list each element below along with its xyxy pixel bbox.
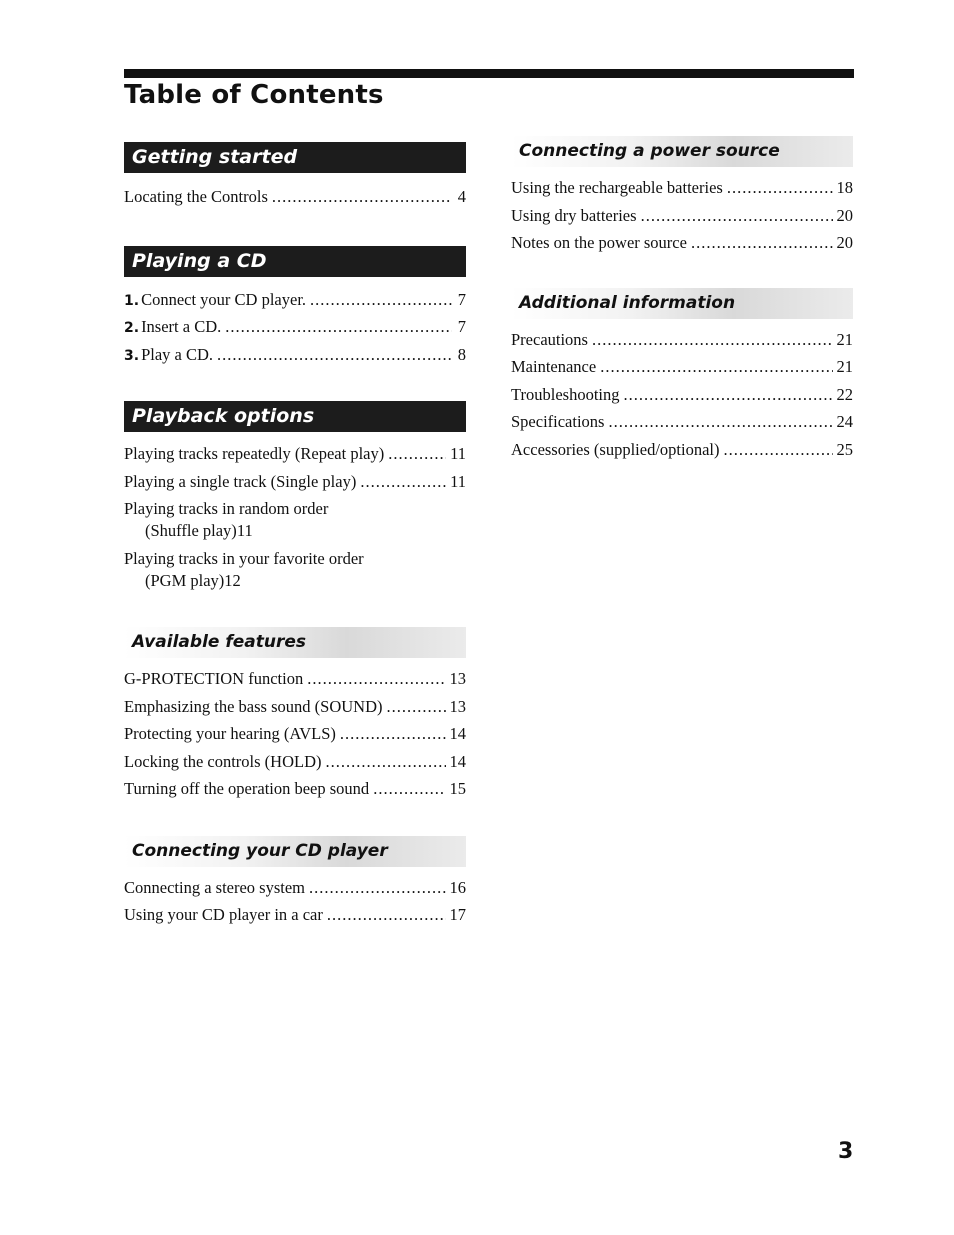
section-additional-information [511, 288, 853, 464]
entry-page: 20 [836, 233, 853, 252]
entry-label: Notes on the power source [511, 233, 687, 252]
leader-dots [217, 341, 452, 369]
entry-label: Using dry batteries [511, 205, 637, 225]
leader-dots [624, 381, 833, 409]
toc-entry[interactable] [511, 202, 853, 230]
entry-label: Connecting a stereo system [124, 877, 306, 897]
entry-page: 12 [224, 571, 241, 590]
toc-left-column [124, 142, 466, 929]
toc-entry[interactable] [124, 545, 466, 595]
entry-page: 8 [457, 344, 466, 364]
entry-label: Maintenance [511, 357, 597, 376]
entry-label: Locking the controls (HOLD) [124, 751, 322, 771]
section-available-features [124, 627, 466, 803]
entry-page: 7 [457, 289, 466, 309]
leader-dots [340, 720, 446, 748]
toc-entry[interactable] [511, 174, 853, 202]
section-heading: Playback options [124, 401, 466, 432]
entry-list [511, 326, 853, 464]
leader-dots [724, 436, 833, 464]
leader-dots [727, 174, 833, 202]
step-number: 2. [124, 320, 140, 336]
entry-label: Using the rechargeable batteries [511, 178, 723, 197]
toc-entry[interactable] [124, 748, 466, 776]
section-heading: Available features [124, 627, 466, 658]
toc-entry[interactable] [511, 436, 853, 464]
section-playing-a-cd [124, 246, 466, 369]
toc-entry[interactable] [124, 901, 466, 929]
entry-page: 11 [236, 521, 253, 540]
toc-entry[interactable] [124, 693, 466, 721]
toc-entry[interactable] [124, 495, 466, 545]
entry-label: Using your CD player in a car [124, 905, 323, 924]
entry-label: Playing a single track (Single play) [124, 471, 357, 491]
entry-label: Insert a CD. [141, 317, 222, 336]
leader-dots [592, 326, 833, 354]
section-heading: Connecting your CD player [124, 836, 466, 867]
leader-dots [386, 693, 445, 721]
entry-page: 11 [450, 444, 466, 463]
entry-label: Protecting your hearing (AVLS) [124, 724, 336, 743]
entry-list [124, 440, 466, 595]
leader-dots [641, 202, 833, 230]
page-number: 3 [838, 1139, 854, 1164]
section-heading: Playing a CD [124, 246, 466, 277]
toc-entry[interactable] [124, 183, 466, 211]
entry-list [124, 286, 466, 369]
entry-label-continued: (Shuffle play) [145, 521, 237, 540]
leader-dots [307, 665, 445, 693]
section-connecting-a-power-source [511, 136, 853, 257]
entry-list [511, 174, 853, 257]
section-playback-options [124, 401, 466, 595]
entry-page: 18 [836, 178, 853, 197]
entry-label: Accessories (supplied/optional) [511, 439, 720, 459]
section-heading: Getting started [124, 142, 466, 173]
entry-page: 17 [449, 905, 466, 924]
entry-label: Emphasizing the bass sound (SOUND) [124, 696, 383, 716]
toc-entry[interactable] [511, 353, 853, 381]
entry-page: 24 [836, 412, 853, 431]
entry-label: Locating the Controls [124, 187, 268, 206]
entry-page: 7 [457, 317, 466, 336]
toc-entry[interactable] [124, 468, 466, 496]
entry-page: 21 [836, 329, 853, 349]
toc-entry[interactable] [511, 326, 853, 354]
entry-page: 25 [836, 439, 853, 459]
leader-dots [225, 313, 452, 341]
entry-label: Specifications [511, 412, 605, 431]
entry-page: 14 [449, 724, 466, 743]
entry-label-continued: (PGM play) [145, 571, 225, 590]
toc-entry[interactable] [124, 720, 466, 748]
entry-label: G-PROTECTION function [124, 669, 304, 688]
leader-dots [310, 286, 452, 314]
entry-page: 16 [449, 877, 466, 897]
entry-label: Playing tracks in random order [124, 499, 329, 518]
entry-list [124, 665, 466, 803]
leader-dots [360, 468, 446, 496]
leader-dots [272, 183, 452, 211]
section-heading: Additional information [511, 288, 853, 319]
top-rule [124, 69, 854, 78]
section-connecting-your-cd-player [124, 836, 466, 929]
entry-label: Playing tracks in your favorite order [124, 549, 364, 568]
leader-dots [608, 408, 832, 436]
leader-dots [326, 748, 446, 776]
entry-label: Playing tracks repeatedly (Repeat play) [124, 444, 385, 463]
toc-entry[interactable] [124, 286, 466, 314]
toc-entry[interactable] [124, 313, 466, 341]
entry-continuation [124, 570, 466, 592]
entry-label: Turning off the operation beep sound [124, 779, 370, 798]
leader-dots [600, 353, 832, 381]
entry-label: Play a CD. [141, 344, 214, 364]
entry-page: 11 [450, 471, 466, 491]
entry-page: 14 [449, 751, 466, 771]
toc-entry[interactable] [124, 775, 466, 803]
entry-page: 22 [836, 384, 853, 404]
toc-entry[interactable] [124, 874, 466, 902]
entry-page: 21 [836, 357, 853, 376]
entry-list [124, 183, 466, 211]
step-number: 3. [124, 347, 140, 364]
leader-dots [691, 229, 833, 257]
step-number: 1. [124, 292, 140, 309]
toc-entry[interactable] [511, 381, 853, 409]
toc-entry[interactable] [511, 408, 853, 436]
entry-label: Connect your CD player. [141, 289, 307, 309]
toc-right-column [511, 136, 853, 463]
section-heading: Connecting a power source [511, 136, 853, 167]
toc-entry[interactable] [511, 229, 853, 257]
entry-page: 4 [457, 187, 466, 206]
entry-page: 20 [836, 205, 853, 225]
leader-dots [327, 901, 446, 929]
entry-label: Precautions [511, 329, 588, 349]
entry-list [124, 874, 466, 929]
leader-dots [309, 874, 445, 902]
entry-page: 13 [449, 696, 466, 716]
toc-entry[interactable] [124, 440, 466, 468]
section-getting-started [124, 142, 466, 211]
entry-page: 13 [449, 669, 466, 688]
leader-dots [388, 440, 446, 468]
entry-label: Troubleshooting [511, 384, 620, 404]
toc-entry[interactable] [124, 341, 466, 369]
toc-entry[interactable] [124, 665, 466, 693]
page-title: Table of Contents [124, 80, 384, 110]
entry-page: 15 [449, 779, 466, 798]
entry-continuation [124, 520, 466, 542]
leader-dots [373, 775, 445, 803]
